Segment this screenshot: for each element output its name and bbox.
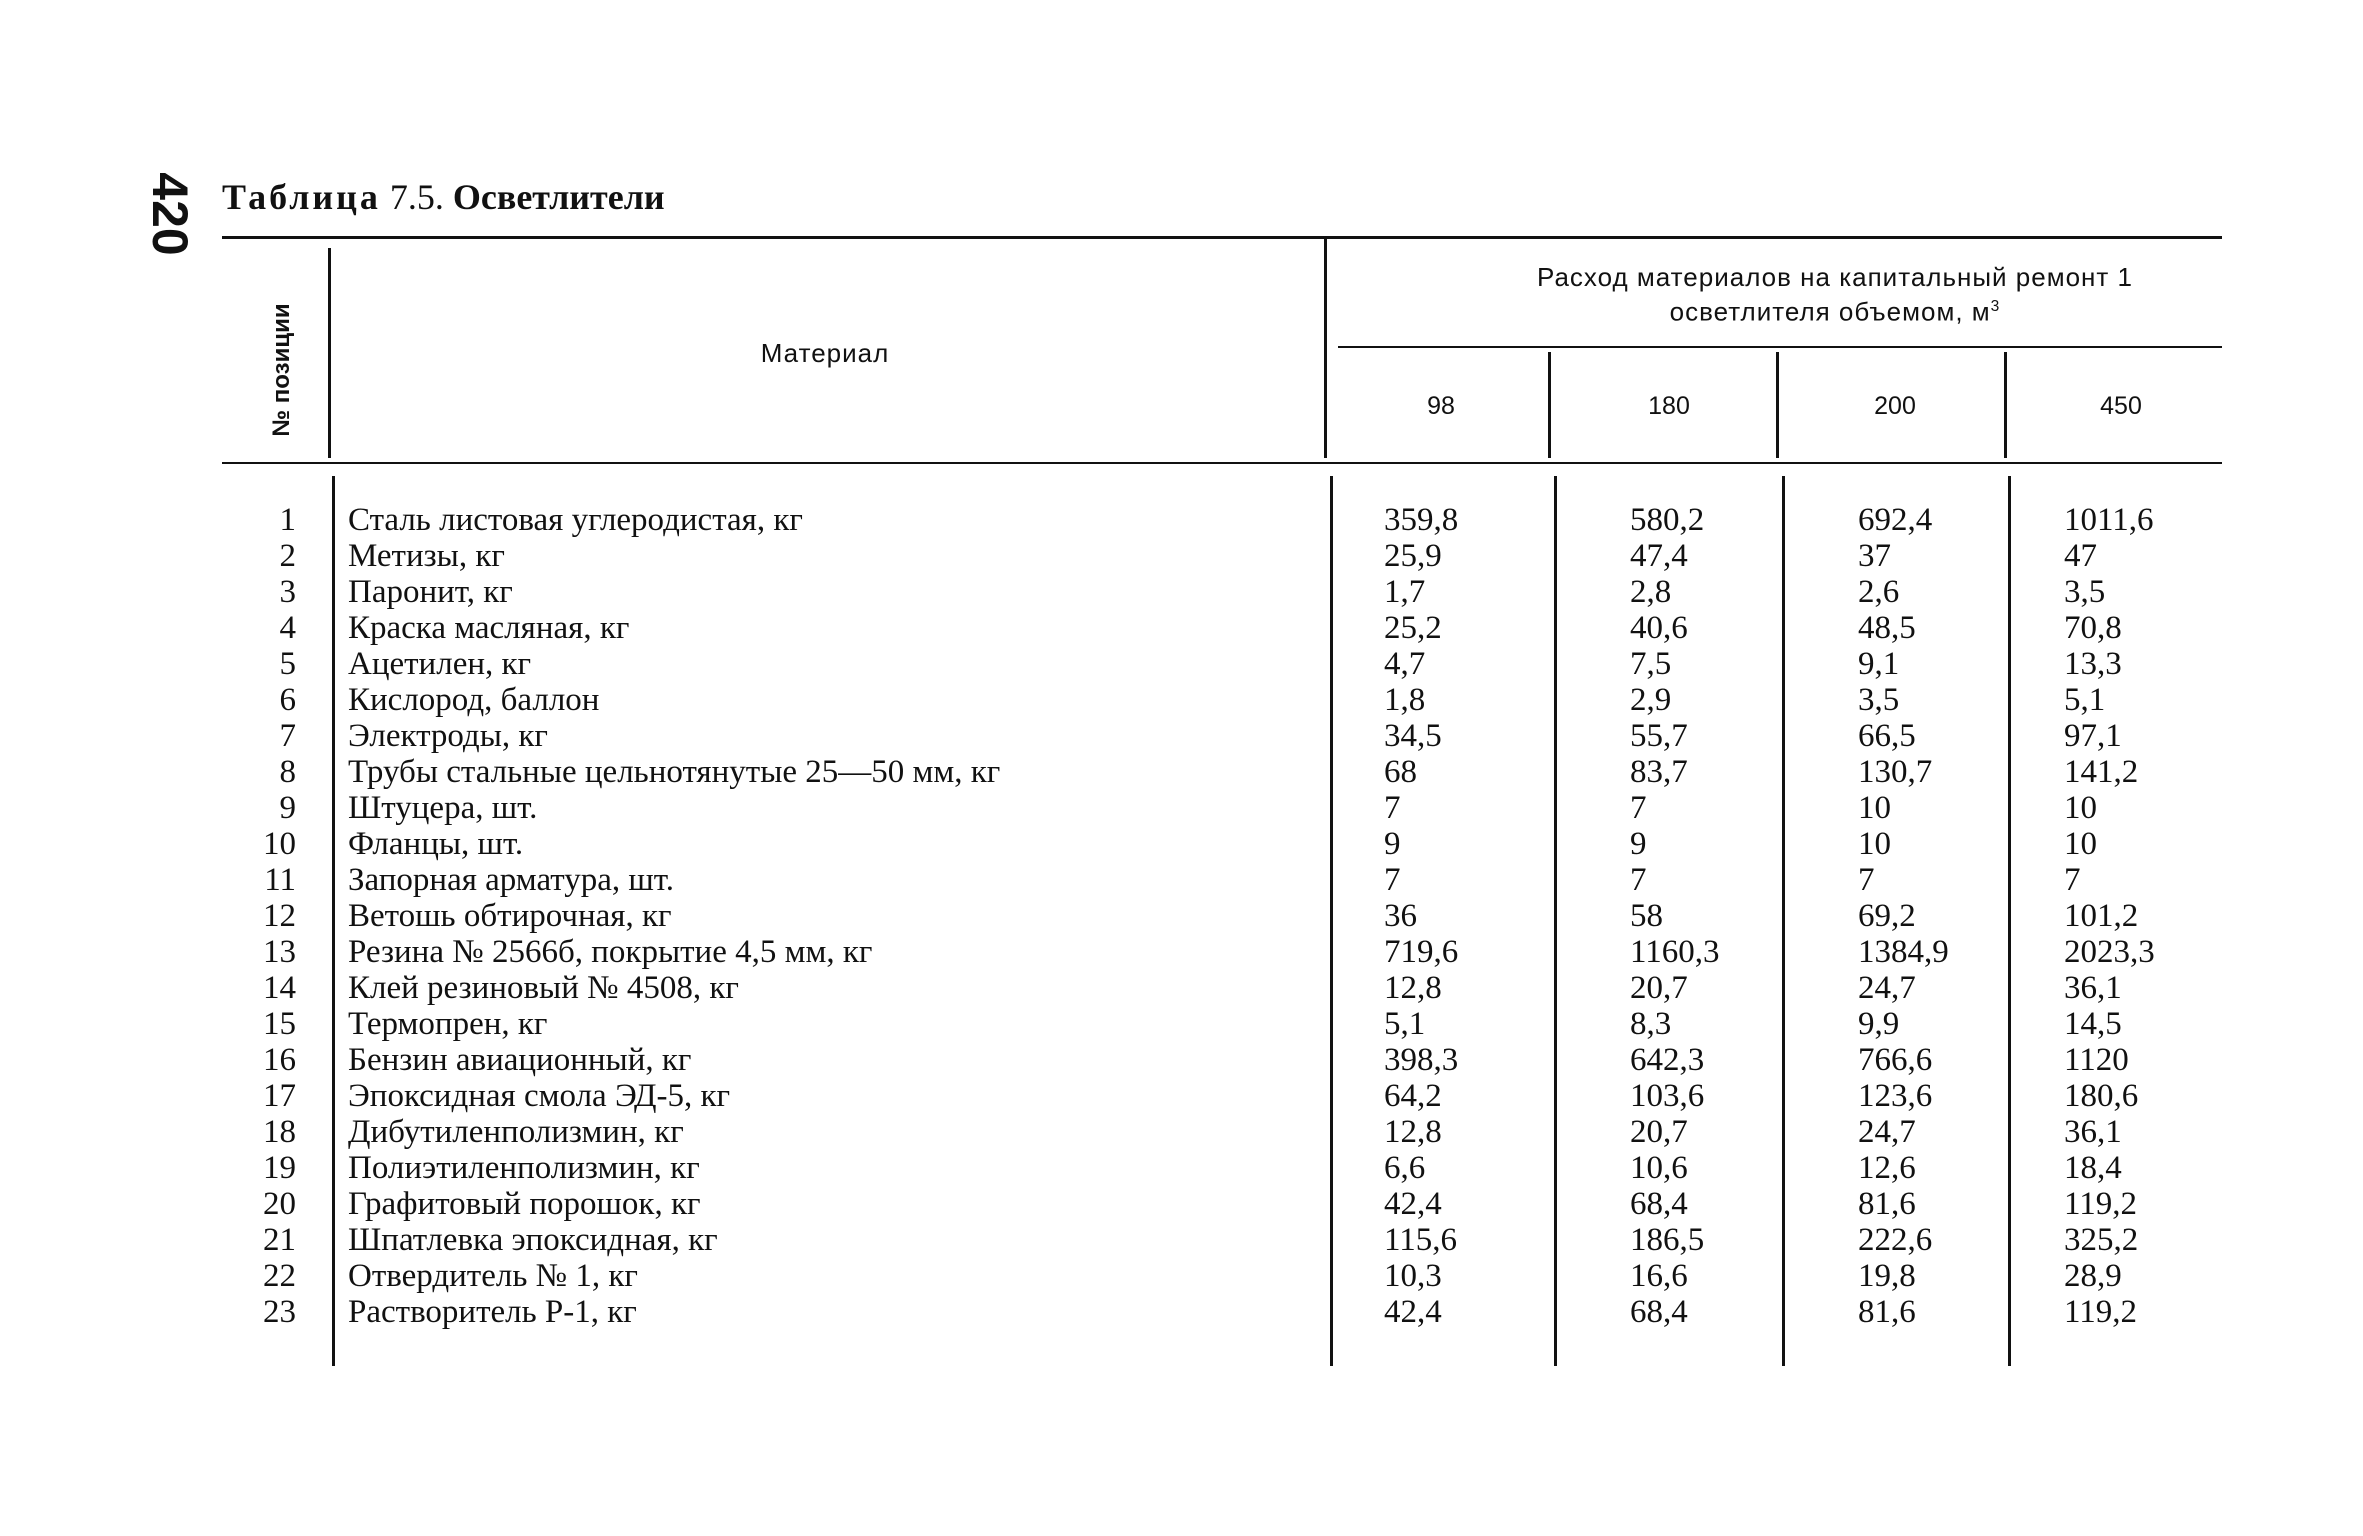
value-200-cell: 81,6 [1858,1186,1916,1222]
position-cell: 15 [263,1006,296,1042]
header-position: № позиции [268,303,295,437]
value-98-cell: 7 [1384,862,1401,898]
value-450-cell: 28,9 [2064,1258,2122,1294]
value-200-cell: 48,5 [1858,610,1916,646]
value-200-cell: 69,2 [1858,898,1916,934]
value-98-cell: 10,3 [1384,1258,1442,1294]
value-98-cell: 115,6 [1384,1222,1458,1258]
value-450-cell: 180,6 [2064,1078,2139,1114]
value-200-cell: 24,7 [1858,970,1916,1006]
value-450-cell: 14,5 [2064,1006,2122,1042]
material-cell: Штуцера, шт. [348,790,538,826]
value-450-cell: 36,1 [2064,1114,2122,1150]
value-180-cell: 40,6 [1630,610,1688,646]
material-cell: Графитовый порошок, кг [348,1186,701,1222]
value-200-cell: 766,6 [1858,1042,1933,1078]
position-cell: 1 [279,502,296,538]
header-material: Материал [760,338,890,368]
value-450-cell: 119,2 [2064,1294,2138,1330]
position-cell: 22 [263,1258,296,1294]
caption-title: Осветлители [452,177,665,217]
position-cell: 19 [263,1150,296,1186]
material-cell: Эпоксидная смола ЭД-5, кг [348,1078,731,1114]
material-cell: Шпатлевка эпоксидная, кг [348,1222,718,1258]
value-98-cell: 42,4 [1384,1186,1442,1222]
value-200-cell: 81,6 [1858,1294,1916,1330]
header-volume-200: 200 [1874,392,1916,420]
value-450-cell: 3,5 [2064,574,2106,610]
value-98-cell: 719,6 [1384,934,1459,970]
material-cell: Паронит, кг [348,574,513,610]
header-usage [1320,262,2350,327]
header-bottom-rule [222,462,2222,464]
value-180-cell: 186,5 [1630,1222,1705,1258]
position-cell: 16 [263,1042,296,1078]
caption-number: 7.5. [389,177,444,217]
value-98-cell: 359,8 [1384,502,1459,538]
value-200-cell: 1384,9 [1858,934,1949,970]
position-cell: 20 [263,1186,296,1222]
value-180-cell: 7 [1630,862,1647,898]
value-98-cell: 5,1 [1384,1006,1426,1042]
value-180-cell: 580,2 [1630,502,1705,538]
position-cell: 2 [279,538,296,574]
header-usage-line1: Расход материалов на капитальный ремонт 1 [1536,262,2133,292]
value-200-cell: 222,6 [1858,1222,1933,1258]
position-cell: 11 [264,862,296,898]
position-cell: 9 [279,790,296,826]
position-cell: 13 [263,934,296,970]
value-450-cell: 13,3 [2064,646,2122,682]
material-cell: Растворитель Р-1, кг [348,1294,637,1330]
value-200-cell: 692,4 [1858,502,1933,538]
material-cell: Бензин авиационный, кг [348,1042,692,1078]
header-usage-unit: 3 [1990,298,2001,315]
value-450-cell: 18,4 [2064,1150,2122,1186]
value-450-cell: 97,1 [2064,718,2122,754]
value-180-cell: 10,6 [1630,1150,1688,1186]
value-450-cell: 5,1 [2064,682,2106,718]
value-98-cell: 12,8 [1384,1114,1442,1150]
value-200-cell: 12,6 [1858,1150,1916,1186]
value-180-cell: 20,7 [1630,1114,1688,1150]
value-180-cell: 68,4 [1630,1186,1688,1222]
material-cell: Отвердитель № 1, кг [348,1258,638,1294]
value-450-cell: 7 [2064,862,2081,898]
body-divider-material [1330,476,1333,1366]
column-volume-200 [1858,502,1949,1330]
value-450-cell: 101,2 [2064,898,2139,934]
value-450-cell: 1120 [2064,1042,2129,1078]
value-180-cell: 58 [1630,898,1663,934]
value-180-cell: 47,4 [1630,538,1688,574]
material-cell: Электроды, кг [348,718,548,754]
body-divider-200 [2008,476,2011,1366]
material-cell: Трубы стальные цельнотянутые 25—50 мм, кг [348,754,1001,790]
caption-label: Таблица [222,177,381,217]
value-180-cell: 83,7 [1630,754,1688,790]
position-cell: 3 [279,574,296,610]
value-180-cell: 8,3 [1630,1006,1672,1042]
value-180-cell: 9 [1630,826,1647,862]
material-cell: Полиэтиленполизмин, кг [348,1150,700,1186]
value-180-cell: 7 [1630,790,1647,826]
value-200-cell: 2,6 [1858,574,1900,610]
value-180-cell: 2,9 [1630,682,1672,718]
value-180-cell: 642,3 [1630,1042,1705,1078]
material-cell: Фланцы, шт. [348,826,524,862]
value-98-cell: 6,6 [1384,1150,1426,1186]
position-cell: 17 [263,1078,296,1114]
material-cell: Ацетилен, кг [348,646,532,682]
position-cell: 21 [263,1222,296,1258]
value-98-cell: 68 [1384,754,1417,790]
value-98-cell: 25,9 [1384,538,1442,574]
value-450-cell: 2023,3 [2064,934,2155,970]
column-volume-180 [1630,502,1720,1330]
value-450-cell: 70,8 [2064,610,2122,646]
position-cell: 6 [279,682,296,718]
header-volume-450: 450 [2100,392,2142,420]
header-volume-98: 98 [1427,392,1455,420]
position-cell: 5 [279,646,296,682]
body-divider-pos [332,476,335,1366]
value-98-cell: 1,8 [1384,682,1426,718]
material-cell: Клей резиновый № 4508, кг [348,970,739,1006]
usage-subrule [1338,346,2222,348]
column-material [348,502,1308,1330]
value-180-cell: 103,6 [1630,1078,1705,1114]
value-200-cell: 9,1 [1858,646,1900,682]
column-volume-98 [1384,502,1458,1330]
header-usage-line2: осветлителя объемом, $м^3$ [1669,296,2001,327]
value-98-cell: 25,2 [1384,610,1442,646]
value-180-cell: 16,6 [1630,1258,1688,1294]
value-98-cell: 7 [1384,790,1401,826]
position-cell: 4 [279,610,296,646]
material-cell: Метизы, кг [348,538,505,574]
value-98-cell: 9 [1384,826,1401,862]
value-180-cell: 7,5 [1630,646,1672,682]
value-98-cell: 1,7 [1384,574,1426,610]
value-98-cell: 36 [1384,898,1417,934]
position-cell: 8 [279,754,296,790]
material-cell: Резина № 2566б, покрытие 4,5 мм, кг [348,934,873,970]
value-450-cell: 10 [2064,826,2097,862]
value-180-cell: 1160,3 [1630,934,1720,970]
value-200-cell: 10 [1858,826,1891,862]
value-98-cell: 42,4 [1384,1294,1442,1330]
value-98-cell: 4,7 [1384,646,1426,682]
header-divider-200 [2004,352,2007,458]
material-cell: Термопрен, кг [348,1006,548,1042]
material-cell: Кислород, баллон [348,682,600,718]
position-cell: 12 [263,898,296,934]
position-cell: 10 [263,826,296,862]
body-divider-98 [1554,476,1557,1366]
value-180-cell: 20,7 [1630,970,1688,1006]
material-cell: Запорная арматура, шт. [348,862,674,898]
value-200-cell: 9,9 [1858,1006,1900,1042]
value-200-cell: 24,7 [1858,1114,1916,1150]
page-number: 420 [142,172,198,256]
value-200-cell: 130,7 [1858,754,1933,790]
value-450-cell: 47 [2064,538,2097,574]
material-cell: Ветошь обтирочная, кг [348,898,672,934]
material-cell: Сталь листовая углеродистая, кг [348,502,803,538]
top-rule [222,236,2222,239]
value-200-cell: 66,5 [1858,718,1916,754]
position-cell: 23 [263,1294,296,1330]
value-180-cell: 68,4 [1630,1294,1688,1330]
value-450-cell: 10 [2064,790,2097,826]
value-180-cell: 55,7 [1630,718,1688,754]
material-cell: Дибутиленполизмин, кг [348,1114,684,1150]
column-position [230,502,296,1330]
value-98-cell: 12,8 [1384,970,1442,1006]
header-divider-180 [1776,352,1779,458]
value-98-cell: 398,3 [1384,1042,1459,1078]
value-180-cell: 2,8 [1630,574,1672,610]
value-450-cell: 1011,6 [2064,502,2154,538]
value-450-cell: 141,2 [2064,754,2139,790]
table-caption [222,176,665,218]
value-98-cell: 34,5 [1384,718,1442,754]
position-cell: 18 [263,1114,296,1150]
value-200-cell: 10 [1858,790,1891,826]
value-200-cell: 3,5 [1858,682,1900,718]
value-98-cell: 64,2 [1384,1078,1442,1114]
header-divider-98 [1548,352,1551,458]
position-cell: 7 [279,718,296,754]
value-200-cell: 37 [1858,538,1891,574]
column-volume-450 [2064,502,2155,1330]
value-200-cell: 19,8 [1858,1258,1916,1294]
value-200-cell: 123,6 [1858,1078,1933,1114]
value-450-cell: 119,2 [2064,1186,2138,1222]
value-450-cell: 36,1 [2064,970,2122,1006]
material-cell: Краска масляная, кг [348,610,630,646]
position-cell: 14 [263,970,296,1006]
header-volume-180: 180 [1648,392,1690,420]
value-200-cell: 7 [1858,862,1875,898]
value-450-cell: 325,2 [2064,1222,2139,1258]
body-divider-180 [1782,476,1785,1366]
